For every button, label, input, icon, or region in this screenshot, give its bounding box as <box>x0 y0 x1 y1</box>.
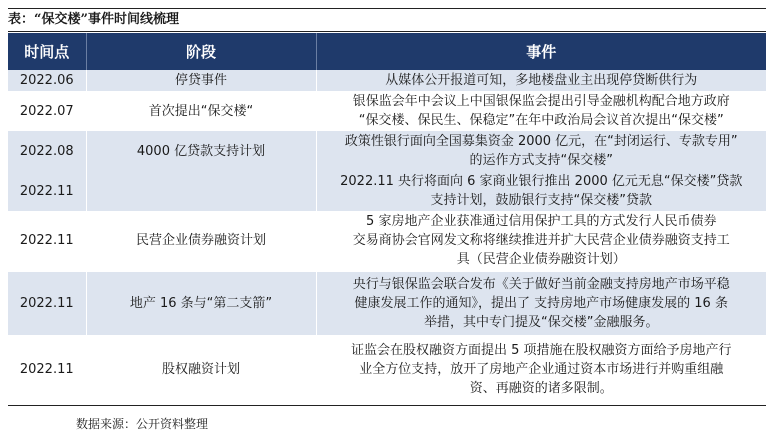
table-row <box>8 335 766 405</box>
row-date: 2022.11 <box>8 211 86 271</box>
row-event <box>316 171 766 211</box>
event-line: 资、再融资的诸多限制。 <box>469 381 613 397</box>
table-row <box>8 171 766 211</box>
row-phase: 民营企业债券融资计划 <box>86 211 316 271</box>
table-header-row <box>8 33 766 70</box>
row-phase: 4000 亿贷款支持计划 <box>86 131 316 171</box>
timeline-table <box>8 33 766 406</box>
event-line: 健康发展工作的通知》，提出了 支持房地产市场健康发展的 16 条 <box>354 295 728 311</box>
event-line: 交易商协会官网发文称将继续推进并扩大民营企业债券融资支持工 <box>352 233 730 249</box>
table-caption: 表：“保交楼”事件时间线梳理 <box>8 8 766 32</box>
row-phase: 地产 16 条与“第二支箭” <box>86 271 316 335</box>
table-row <box>8 271 766 335</box>
header-phase: 阶段 <box>86 33 316 70</box>
event-line: 央行与银保监会联合发布《关于做好当前金融支持房地产市场平稳 <box>352 276 730 292</box>
table-row <box>8 91 766 131</box>
row-event <box>316 335 766 405</box>
row-phase: 停贷事件 <box>86 70 316 91</box>
event-line: 支持计划，鼓励银行支持“保交楼”贷款 <box>430 193 652 208</box>
row-date: 2022.11 <box>8 171 86 211</box>
event-line: 2022.11 央行将面向 6 家商业银行推出 2000 亿元无息“保交楼”贷款 <box>340 174 743 189</box>
row-event <box>316 70 766 91</box>
table-row <box>8 70 766 91</box>
event-line: 业全方位支持，放开了房地产企业通过资本市场进行并购重组融 <box>359 362 724 378</box>
header-time: 时间点 <box>8 33 86 70</box>
row-date: 2022.11 <box>8 335 86 405</box>
row-phase <box>86 171 316 211</box>
row-date: 2022.11 <box>8 271 86 335</box>
row-date: 2022.08 <box>8 131 86 171</box>
row-date: 2022.07 <box>8 91 86 131</box>
header-event: 事件 <box>316 33 766 70</box>
event-line: 银保监会年中会议上中国银保监会提出引导金融机构配合地方政府 <box>352 94 730 109</box>
row-event <box>316 211 766 271</box>
event-line: “保交楼、保民生、保稳定”在年中政治局会议首次提出“保交楼” <box>358 113 724 128</box>
event-line: 从媒体公开报道可知，多地楼盘业主出现停贷断供行为 <box>385 73 698 88</box>
event-line: 的运作方式支持“保交楼” <box>469 153 613 168</box>
table-row <box>8 131 766 171</box>
event-line: 证监会在股权融资方面提出 5 项措施在股权融资方面给予房地产行 <box>350 343 732 359</box>
row-event <box>316 131 766 171</box>
row-phase: 股权融资计划 <box>86 335 316 405</box>
table-row <box>8 211 766 271</box>
row-phase: 首次提出“保交楼“ <box>86 91 316 131</box>
event-line: 5 家房地产企业获准通过信用保护工具的方式发行人民币债券 <box>366 214 717 230</box>
row-event <box>316 271 766 335</box>
event-line: 政策性银行面向全国募集资金 2000 亿元，在“封闭运行、专款专用” <box>344 134 738 149</box>
event-line: 具（民营企业债券融资计划） <box>456 252 626 268</box>
row-event <box>316 91 766 131</box>
event-line: 举措，其中专门提及“保交楼”金融服务。 <box>424 314 659 330</box>
data-source-note: 数据来源：公开资料整理 <box>76 417 209 431</box>
row-date: 2022.06 <box>8 70 86 91</box>
